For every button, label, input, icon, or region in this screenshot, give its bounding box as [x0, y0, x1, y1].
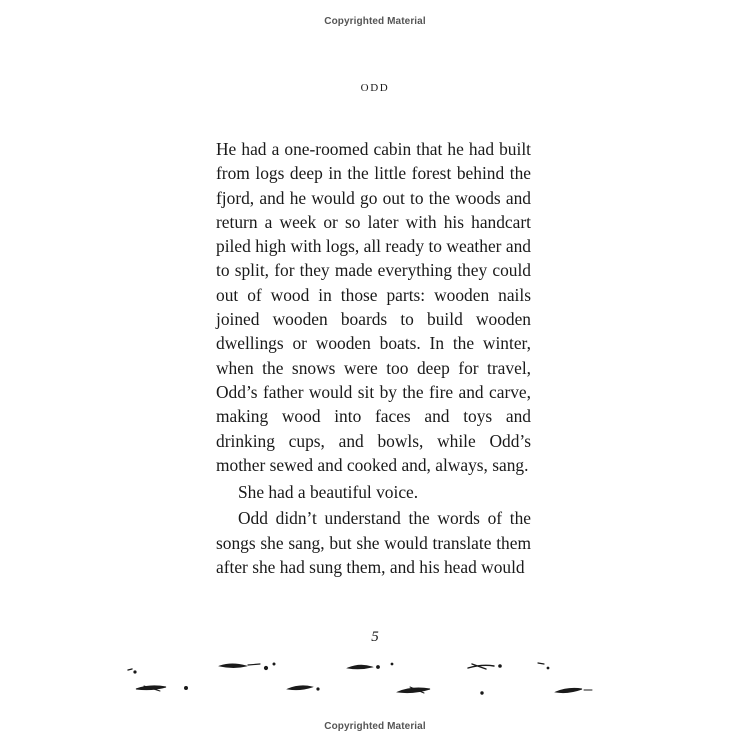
paragraph-2: She had a beautiful voice. [238, 481, 419, 502]
copyright-notice-bottom: Copyrighted Material [324, 721, 426, 732]
running-head: ODD [360, 82, 390, 94]
paragraph-3: Odd didn’t understand the words of the songs she sang, but she would translate them after she had sung them, and his head would [216, 508, 531, 577]
paragraph-1: He had a one-roomed cabin that he had built from logs deep in the little forest behind the fjord, and he would go out to the woods and return a week or so later with his handcart piled high with logs, all ready to weather and to split, for they made everything they could out of wood in those parts: wooden nails joined wooden boards to build wooden dwellings or wooden boats. In the winter, when the snows were too deep for travel, Odd’s father would sit by the fire and carve, making wood into faces and toys and drinking cups, and bowls, while Odd’s mother sewed and cooked and, always, sang. [216, 139, 531, 475]
page-number: 5 [371, 629, 379, 645]
snowy-branches-ornament-icon [120, 656, 600, 702]
body-text [216, 137, 531, 579]
copyright-notice-top: Copyrighted Material [324, 16, 426, 27]
